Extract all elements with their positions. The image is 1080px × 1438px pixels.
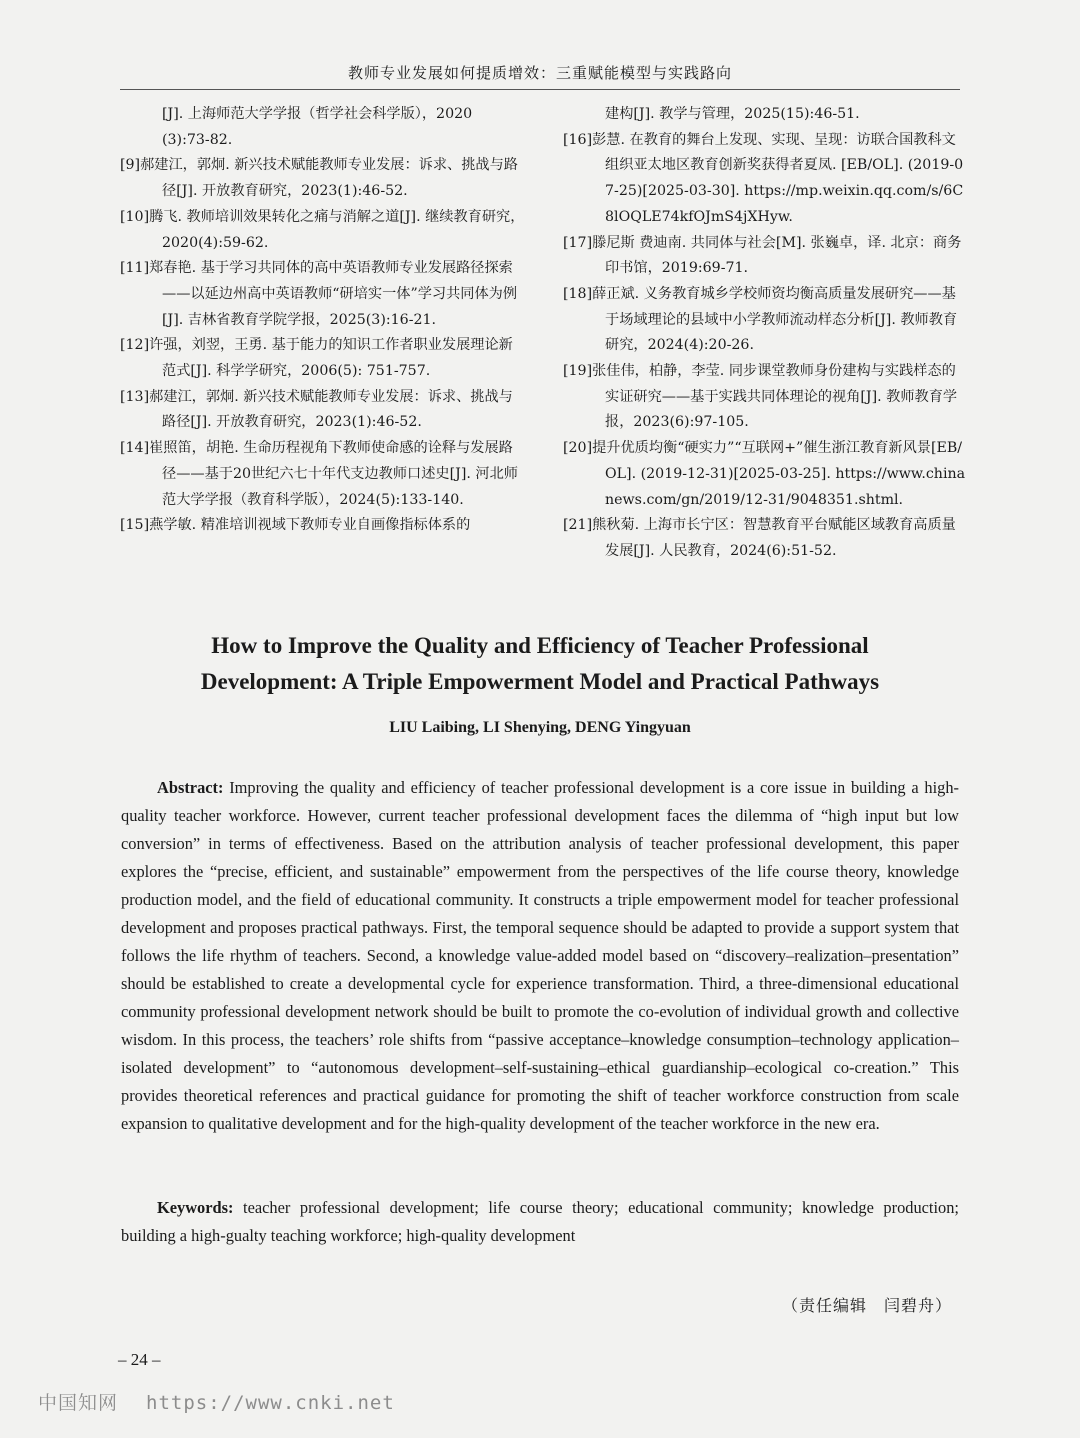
- reference-item: [18]薛正斌. 义务教育城乡学校师资均衡高质量发展研究——基于场域理论的县域中小学教师流动样态分析[J]. 教师教育研究，2024(4):20-26.: [563, 285, 958, 354]
- abstract-label: Abstract:: [157, 778, 224, 797]
- keywords-text: teacher professional development; life course theory; educational community; knowledge production; building a high-gualty teaching workforce; high-quality development: [121, 1198, 959, 1245]
- references-right-column: [563, 102, 968, 565]
- title-line-2: Development: A Triple Empowerment Model and Practical Pathways: [200, 669, 880, 694]
- reference-item: [14]崔照笛，胡艳. 生命历程视角下教师使命感的诠释与发展路径——基于20世纪六七十年代支边教师口述史[J]. 河北师范大学学报（教育科学版），2024(5):133-140.: [120, 440, 518, 508]
- title-line-1: How to Improve the Quality and Efficiency of Teacher Professional: [211, 633, 869, 658]
- reference-item: [13]郝建江，郭炯. 新兴技术赋能教师专业发展：诉求、挑战与路径[J]. 开放教育研究，2023(1):46-52.: [120, 388, 513, 431]
- reference-item: [9]郝建江，郭炯. 新兴技术赋能教师专业发展：诉求、挑战与路径[J]. 开放教育研究，2023(1):46-52.: [120, 157, 518, 200]
- abstract: [121, 774, 959, 1138]
- reference-item: [17]滕尼斯 费迪南. 共同体与社会[M]. 张巍卓，译. 北京：商务印书馆，2019:69-71.: [563, 234, 962, 277]
- references-left-column: [120, 102, 525, 539]
- reference-item: [10]腾飞. 教师培训效果转化之痛与消解之道[J]. 继续教育研究，2020(4):59-62.: [120, 208, 525, 251]
- reference-item: [19]张佳伟，柏静，李莹. 同步课堂教师身份建构与实践样态的实证研究——基于实践共同体理论的视角[J]. 教师教育学报，2023(6):97-105.: [563, 363, 958, 431]
- authors: LIU Laibing, LI Shenying, DENG Yingyuan: [389, 719, 691, 736]
- reference-item: [15]燕学敏. 精准培训视域下教师专业自画像指标体系的: [120, 517, 471, 534]
- abstract-text: Improving the quality and efficiency of teacher professional development is a core issue in building a high-quality teacher workforce. However, current teacher professional development faces the dilemma of “high input but low conversion” in terms of effectiveness. Based on the attribution analysis of teacher professional development, this paper explores the “precise, efficient, and sustainable” empowerment from the perspectives of the life course theory, knowledge production model, and the field of educational community. It constructs a triple empowerment model for teacher professional development and proposes practical pathways. First, the temporal sequence should be adapted to provide a support system that follows the life rhythm of teachers. Second, a knowledge value-added model based on “discovery–realization–presentation” should be established to create a developmental cycle for experience transformation. Third, a three-dimensional educational community professional development network should be built to promote the co-evolution of individual growth and collective wisdom. In this process, the teachers’ role shifts from “passive acceptance–knowledge consumption–technology application–isolated development” to “autonomous development–self-sustaining–ethical guardianship–ecological co-creation.” This provides theoretical references and practical guidance for promoting the shift of teacher workforce construction from scale expansion to qualitative development and for the high-quality development of the teacher workforce in the new era.: [121, 778, 959, 1133]
- reference-item: (3):73-82.: [162, 131, 233, 148]
- keywords: [121, 1194, 959, 1250]
- running-head: 教师专业发展如何提质增效：三重赋能模型与实践路向: [120, 62, 960, 90]
- watermark-cn: 中国知网: [38, 1392, 119, 1414]
- page-number: – 24 –: [118, 1350, 161, 1369]
- english-title: [120, 628, 960, 700]
- reference-item: 建构[J]. 教学与管理，2025(15):46-51.: [605, 106, 860, 122]
- reference-item: [20]提升优质均衡“硬实力”“互联网+”催生浙江教育新风景[EB/OL]. (2019-12-31)[2025-03-25]. https://www.chinanews.com/gn/2019/12-31/9048351.shtml.: [563, 440, 966, 508]
- keywords-label: Keywords:: [157, 1198, 234, 1217]
- watermark-url: https://www.cnki.net: [146, 1392, 395, 1414]
- cnki-watermark: [38, 1388, 395, 1415]
- editor-note: （责任编辑 闫碧舟）: [781, 1296, 952, 1315]
- reference-item: [12]许强，刘翌，王勇. 基于能力的知识工作者职业发展理论新范式[J]. 科学学研究，2006(5): 751-757.: [120, 337, 513, 380]
- reference-item: [J]. 上海师范大学学报（哲学社会科学版），2020: [162, 106, 473, 122]
- reference-item: [11]郑春艳. 基于学习共同体的高中英语教师专业发展路径探索——以延边州高中英语教师“研培实一体”学习共同体为例[J]. 吉林省教育学院学报，2025(3):16-21.: [120, 260, 518, 328]
- reference-item: [16]彭慧. 在教育的舞台上发现、实现、呈现：访联合国教科文组织亚太地区教育创新奖获得者夏凤. [EB/OL]. (2019-07-25)[2025-03-30]. https://mp.weixin.qq.com/s/6C8lOQLE74kfOJmS4jXHyw.: [563, 131, 964, 225]
- reference-item: [21]熊秋菊. 上海市长宁区：智慧教育平台赋能区域教育高质量发展[J]. 人民教育，2024(6):51-52.: [563, 517, 956, 559]
